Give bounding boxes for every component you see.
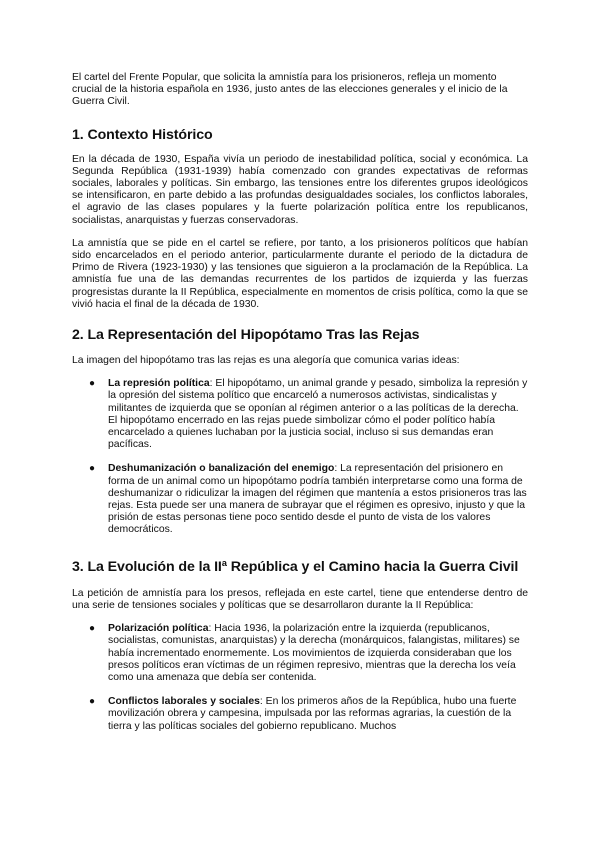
section-1-paragraph-1: En la década de 1930, España vivía un periodo de inestabilidad política, social y económica. La Segunda República (1931-1939) había comenzado con grandes expectativas de reformas sociales, laborales y políticas. Sin embargo, las tensiones entre los diferentes grupos ideológicos se intensificaron, en parte debido a las profundas desigualdades sociales, los conflictos laborales, el agravio de las clases populares y la fuerte polarización política entre los republicanos, socialistas, anarquistas y fuerzas conservadoras. (72, 153, 528, 226)
list-item-term: Polarización política (108, 623, 209, 635)
bullet-icon: ● (89, 696, 96, 708)
section-3-list (72, 623, 528, 733)
section-3-intro: La petición de amnistía para los presos, reflejada en este cartel, tiene que entenderse dentro de una serie de tensiones sociales y políticas que se desarrollaron durante la II República: (72, 587, 528, 611)
section-2-heading: 2. La Representación del Hipopótamo Tras las Rejas (72, 327, 420, 344)
section-2-intro: La imagen del hipopótamo tras las rejas es una alegoría que comunica varias ideas: (72, 355, 460, 367)
list-item-text: : En los primeros años de la República, hubo una fuerte movilización obrera y campesina, impulsada por las reformas agrarias, la cuestión de la tierra y las políticas sociales del gobierno republicano. Muchos (108, 696, 517, 732)
bullet-icon: ● (89, 378, 96, 390)
list-item (72, 463, 528, 536)
list-item-text: : Hacia 1936, la polarización entre la izquierda (republicanos, socialistas, comunistas, anarquistas) y la derecha (monárquicos, falangistas, militares) se había incrementado enormemente. Los movimientos de izquierda consideraban que los presos políticos eran víctimas de un régimen represivo, mientras que la derecha los veía como una amenaza que debía ser contenida. (108, 623, 520, 683)
section-2-list (72, 378, 528, 536)
intro-paragraph: El cartel del Frente Popular, que solicita la amnistía para los prisioneros, refleja un momento crucial de la historia española en 1936, justo antes de las elecciones generales y el inicio de la Guerra Civil. (72, 72, 508, 108)
bullet-icon: ● (89, 463, 96, 475)
section-3-heading: 3. La Evolución de la IIª República y el Camino hacia la Guerra Civil (72, 558, 519, 575)
document-page (72, 72, 528, 733)
list-item (72, 378, 528, 451)
list-item (72, 623, 528, 684)
list-item (72, 696, 528, 733)
section-1-paragraph-2: La amnistía que se pide en el cartel se refiere, por tanto, a los prisioneros políticos que habían sido encarcelados en el periodo anterior, particularmente durante el periodo de la dictadura de Primo de Rivera (1923-1930) y las tensiones que siguieron a la proclamación de la República. La amnistía fue una de las demandas recurrentes de los partidos de izquierda y las fuerzas progresistas durante la II República, especialmente en momentos de crisis política, como la que se vivió hacia el final de la década de 1930. (72, 237, 528, 310)
list-item-text: : El hipopótamo, un animal grande y pesado, simboliza la represión y la opresión del sistema político que encarceló a numerosos activistas, sindicalistas y militantes de izquierda que se oponían al régimen anterior o a las políticas de la derecha. El hipopótamo encerrado en las rejas puede simbolizar cómo el poder político había encarcelado a quienes luchaban por la justicia social, incluso si sus demandas eran pacíficas. (108, 378, 528, 451)
list-item-term: Deshumanización o banalización del enemigo (108, 463, 335, 475)
bullet-icon: ● (89, 623, 96, 635)
list-item-term: Conflictos laborales y sociales (108, 696, 260, 708)
list-item-text: : La representación del prisionero en forma de un animal como un hipopótamo podría también interpretarse como una forma de deshumanizar o ridiculizar la imagen del régimen que mantenía a estos prisioneros tras las rejas. Esta puede ser una manera de subrayar que el régimen es opresivo, injusto y que la prisión de estas personas tiene poco sentido desde el punto de vista de los valores democráticos. (108, 463, 527, 536)
section-1-heading: 1. Contexto Histórico (72, 126, 213, 143)
list-item-term: La represión política (108, 378, 210, 390)
